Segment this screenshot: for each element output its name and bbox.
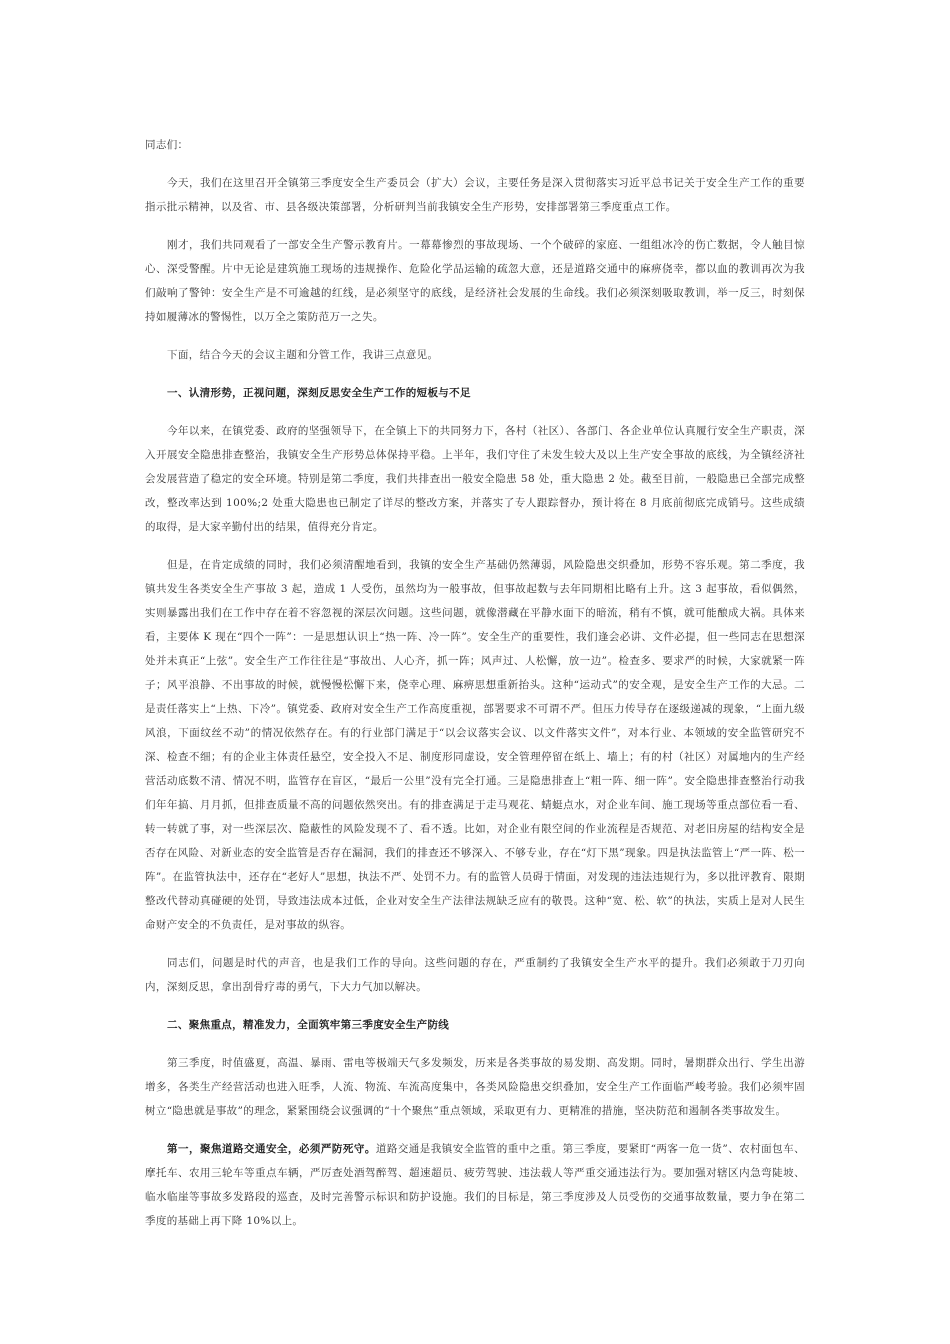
document-body [145, 133, 805, 1247]
paragraph-problems: 但是，在肯定成绩的同时，我们必须清醒地看到，我镇的安全生产基础仍然薄弱，风险隐患交织叠加，形势不容乐观。第二季度，我镇共发生各类安全生产事故 3 起，造成 1 人受伤，虽然均为一般事故，但事故起数与去年同期相比略有上升。这 3 起事故，看似偶然，实则暴露出我们在工作中存在着不容忽视的深层次问题。这些问题，就像潜藏在平静水面下的暗流，稍有不慎，就可能酿成大祸。具体来看，主要体 K 现在“四个一阵”：一是思想认识上“热一阵、冷一阵”。安全生产的重要性，我们逢会必讲、文件必提，但一些同志在思想深处并未真正“上弦”。安全生产工作往往是“事故出、人心齐，抓一阵；风声过、人松懈，放一边”。检查多、要求严的时候，大家就紧一阵子；风平浪静、不出事故的时候，就慢慢松懈下来，侥幸心理、麻痹思想重新抬头。这种“运动式”的安全观，是安全生产工作的大忌。二是责任落实上“上热、下冷”。镇党委、政府对安全生产工作高度重视，部署要求不可谓不严。但压力传导存在逐级递减的现象，“上面九级风浪，下面纹丝不动”的情况依然存在。有的行业部门满足于“以会议落实会议、以文件落实文件”，对本行业、本领域的安全监管研究不深、检查不细；有的企业主体责任悬空，安全投入不足、制度形同虚设，安全管理停留在纸上、墙上；有的村（社区）对属地内的生产经营活动底数不清、情况不明，监管存在盲区，“最后一公里”没有完全打通。三是隐患排查上“粗一阵、细一阵”。安全隐患排查整治行动我们年年搞、月月抓，但排查质量不高的问题依然突出。有的排查满足于走马观花、蜻蜓点水，对企业车间、施工现场等重点部位看一看、转一转就了事，对一些深层次、隐蔽性的风险发现不了、看不透。比如，对企业有限空间的作业流程是否规范、对老旧房屋的结构安全是否存在风险、对新业态的安全监管是否存在漏洞，我们的排查还不够深入、不够专业，存在“灯下黑”现象。四是执法监管上“严一阵、松一阵”。在监管执法中，还存在“老好人”思想，执法不严、处罚不力。有的监管人员碍于情面，对发现的违法违规行为，多以批评教育、限期整改代替动真碰硬的处罚，导致违法成本过低，企业对安全生产法律法规缺乏应有的敬畏。这种“宽、松、软”的执法，实质上是对人民生命财产安全的不负责任，是对事故的纵容。 [145, 559, 805, 931]
paragraph-third-quarter: 第三季度，时值盛夏，高温、暴雨、雷电等极端天气多发频发，历来是各类事故的易发期、高发期。同时，暑期群众出行、学生出游增多，各类生产经营活动也进入旺季，人流、物流、车流高度集中，各类风险隐患交织叠加，安全生产工作面临严峻考验。我们必须牢固树立“隐患就是事故”的理念，紧紧围绕会议强调的“十个聚焦”重点领域，采取更有力、更精准的措施，坚决防范和遏制各类事故发生。 [145, 1057, 805, 1117]
paragraph-warning-film: 刚才，我们共同观看了一部安全生产警示教育片。一幕幕惨烈的事故现场、一个个破碎的家庭、一组组冰冷的伤亡数据，令人触目惊心、深受警醒。片中无论是建筑施工现场的违规操作、危险化学品运输的疏忽大意，还是道路交通中的麻痹侥幸，都以血的教训再次为我们敲响了警钟：安全生产是不可逾越的红线，是必须坚守的底线，是经济社会发展的生命线。我们必须深刻吸取教训，举一反三，时刻保持如履薄冰的警惕性，以万全之策防范万一之失。 [145, 239, 805, 323]
paragraph-road-safety [145, 1137, 805, 1233]
road-safety-text: 道路交通是我镇安全监管的重中之重。第三季度，要紧盯“两客一危一货”、农村面包车、摩托车、农用三轮车等重点车辆，严厉查处酒驾醉驾、超速超员、疲劳驾驶、违法载人等严重交通违法行为。要加强对辖区内急弯陡坡、临水临崖等事故多发路段的巡查，及时完善警示标识和防护设施。我们的目标是，第三季度涉及人员受伤的交通事故数量，要力争在第二季度的基础上再下降 10%以上。 [145, 1143, 805, 1227]
section-heading-one: 一、认清形势，正视问题，深刻反思安全生产工作的短板与不足 [167, 387, 471, 399]
salutation: 同志们： [145, 139, 189, 151]
paragraph-three-points: 下面，结合今天的会议主题和分管工作，我讲三点意见。 [167, 349, 439, 361]
paragraph-reflection: 同志们，问题是时代的声音，也是我们工作的导向。这些问题的存在，严重制约了我镇安全生产水平的提升。我们必须敢于刀刃向内，深刻反思，拿出刮骨疗毒的勇气，下大力气加以解决。 [145, 957, 805, 993]
paragraph-meeting-purpose: 今天，我们在这里召开全镇第三季度安全生产委员会（扩大）会议，主要任务是深入贯彻落实习近平总书记关于安全生产工作的重要指示批示精神，以及省、市、县各级决策部署，分析研判当前我镇安全生产形势，安排部署第三季度重点工作。 [145, 177, 805, 213]
section-heading-two: 二、聚焦重点，精准发力，全面筑牢第三季度安全生产防线 [167, 1019, 450, 1031]
road-safety-lead: 第一，聚焦道路交通安全，必须严防死守。 [167, 1143, 376, 1155]
paragraph-achievements: 今年以来，在镇党委、政府的坚强领导下，在全镇上下的共同努力下，各村（社区）、各部门、各企业单位认真履行安全生产职责，深入开展安全隐患排查整治，我镇安全生产形势总体保持平稳。上半年，我们守住了未发生较大及以上生产安全事故的底线，为全镇经济社会发展营造了稳定的安全环境。特别是第二季度，我们共排查出一般安全隐患 58 处，重大隐患 2 处。截至目前，一般隐患已全部完成整改，整改率达到 100%;2 处重大隐患也已制定了详尽的整改方案，并落实了专人跟踪督办，预计将在 8 月底前彻底完成销号。这些成绩的取得，是大家辛勤付出的结果，值得充分肯定。 [145, 425, 805, 533]
